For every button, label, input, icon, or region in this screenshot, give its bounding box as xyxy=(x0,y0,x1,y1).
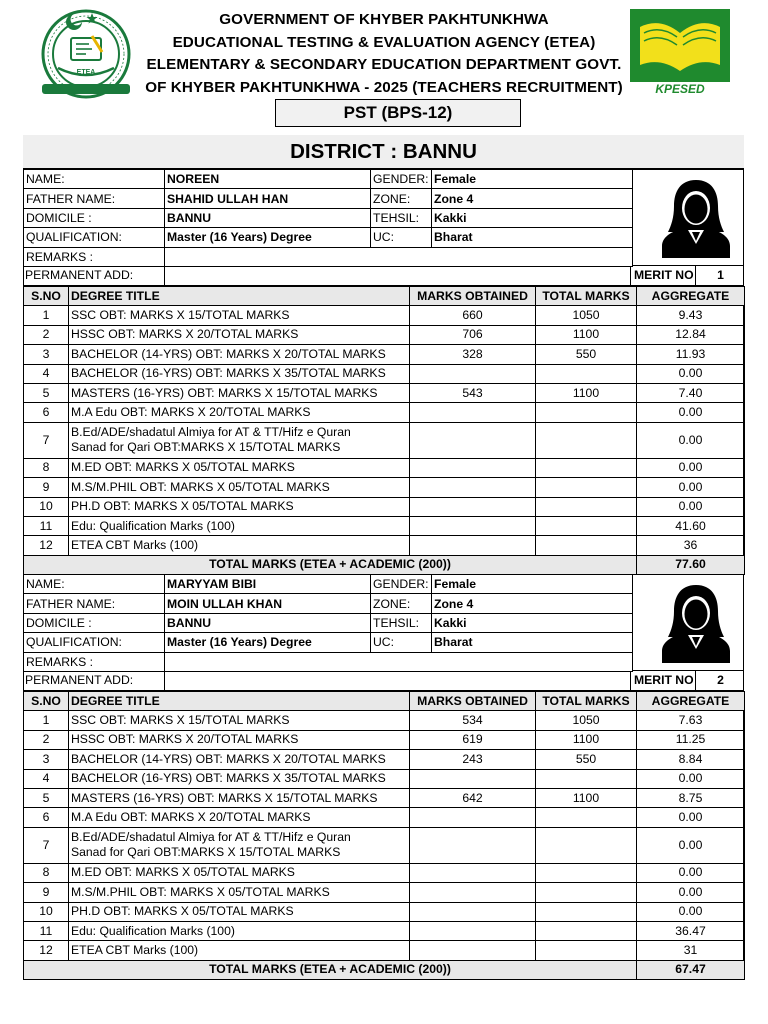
aggregate-header: AGGREGATE xyxy=(637,287,745,306)
table-row xyxy=(24,306,745,325)
table-row xyxy=(24,345,745,364)
tehsil-label: TEHSIL: xyxy=(371,208,432,227)
total-marks-cell: 1050 xyxy=(536,711,637,730)
sno-cell: 12 xyxy=(24,941,69,960)
qualification-value: Master (16 Years) Degree xyxy=(165,228,371,247)
degree-title-cell: ETEA CBT Marks (100) xyxy=(69,536,410,555)
degree-title-cell: M.A Edu OBT: MARKS X 20/TOTAL MARKS xyxy=(69,808,410,827)
sno-cell: 1 xyxy=(24,306,69,325)
uc-label: UC: xyxy=(371,228,432,247)
table-row xyxy=(24,863,745,882)
total-marks-cell xyxy=(536,458,637,477)
total-marks-cell: 550 xyxy=(536,750,637,769)
open-book-icon xyxy=(630,9,730,97)
total-marks-cell xyxy=(536,478,637,497)
marks-obtained-cell xyxy=(410,883,536,902)
marks-obtained-cell: 328 xyxy=(410,345,536,364)
marks-obtained-cell xyxy=(410,497,536,516)
female-avatar-icon xyxy=(660,178,732,258)
table-row xyxy=(24,536,745,555)
merit-value: 1 xyxy=(717,268,724,282)
degree-title-cell: MASTERS (16-YRS) OBT: MARKS X 15/TOTAL MARKS xyxy=(69,383,410,402)
uc-value: Bharat xyxy=(432,228,633,247)
table-row xyxy=(24,478,745,497)
degree-title-cell: HSSC OBT: MARKS X 20/TOTAL MARKS xyxy=(69,325,410,344)
total-marks-cell xyxy=(536,808,637,827)
marks-obtained-cell xyxy=(410,478,536,497)
marks-obtained-cell xyxy=(410,827,536,863)
sno-cell: 3 xyxy=(24,750,69,769)
marks-obtained-cell: 534 xyxy=(410,711,536,730)
aggregate-cell: 0.00 xyxy=(637,478,745,497)
aggregate-cell: 31 xyxy=(637,941,745,960)
header-line-3: ELEMENTARY & SECONDARY EDUCATION DEPARTMENT GOVT. xyxy=(146,56,622,73)
degree-title-cell: HSSC OBT: MARKS X 20/TOTAL MARKS xyxy=(69,730,410,749)
degree-title-cell: M.ED OBT: MARKS X 05/TOTAL MARKS xyxy=(69,458,410,477)
merit-box xyxy=(630,671,744,691)
remarks-label: REMARKS : xyxy=(24,652,165,671)
marks-obtained-cell xyxy=(410,902,536,921)
zone-label: ZONE: xyxy=(371,189,432,208)
gender-value: Female xyxy=(432,575,633,594)
photo-placeholder xyxy=(632,574,744,671)
father-label: FATHER NAME: xyxy=(24,594,165,613)
zone-value: Zone 4 xyxy=(432,594,633,613)
merit-box xyxy=(630,266,744,286)
marks-obtained-cell: 543 xyxy=(410,383,536,402)
marks-obtained-cell xyxy=(410,921,536,940)
qualification-value: Master (16 Years) Degree xyxy=(165,633,371,652)
svg-text:KPESED: KPESED xyxy=(655,82,705,96)
qualification-label: QUALIFICATION: xyxy=(24,228,165,247)
zone-label: ZONE: xyxy=(371,594,432,613)
total-marks-cell xyxy=(536,364,637,383)
degree-title-cell: M.S/M.PHIL OBT: MARKS X 05/TOTAL MARKS xyxy=(69,883,410,902)
degree-title-line-2: Sanad for Qari OBT:MARKS X 15/TOTAL MARKS xyxy=(71,845,341,860)
marks-table xyxy=(23,691,745,980)
name-label: NAME: xyxy=(24,575,165,594)
father-label: FATHER NAME: xyxy=(24,189,165,208)
kpesed-logo xyxy=(630,9,730,97)
table-row xyxy=(24,422,745,458)
degree-title-cell: M.S/M.PHIL OBT: MARKS X 05/TOTAL MARKS xyxy=(69,478,410,497)
sno-cell: 12 xyxy=(24,536,69,555)
total-marks-cell: 1100 xyxy=(536,730,637,749)
marks-header-row xyxy=(24,287,745,306)
degree-title-cell: PH.D OBT: MARKS X 05/TOTAL MARKS xyxy=(69,902,410,921)
marks-obtained-cell: 642 xyxy=(410,788,536,807)
total-marks-cell xyxy=(536,827,637,863)
marks-obtained-cell xyxy=(410,458,536,477)
table-row xyxy=(24,364,745,383)
marks-obtained-cell xyxy=(410,516,536,535)
grand-total-row xyxy=(24,960,745,980)
aggregate-cell: 8.75 xyxy=(637,788,745,807)
female-avatar-icon xyxy=(660,583,732,663)
total-marks-cell: 1100 xyxy=(536,383,637,402)
merit-value: 2 xyxy=(717,673,724,687)
degree-title-cell: SSC OBT: MARKS X 15/TOTAL MARKS xyxy=(69,306,410,325)
aggregate-cell: 0.00 xyxy=(637,458,745,477)
sno-cell: 10 xyxy=(24,902,69,921)
remarks-value xyxy=(165,247,633,266)
remarks-value xyxy=(165,652,633,671)
aggregate-cell: 36.47 xyxy=(637,921,745,940)
total-marks-cell xyxy=(536,902,637,921)
aggregate-cell: 0.00 xyxy=(637,902,745,921)
marks-obtained-cell xyxy=(410,403,536,422)
total-marks-header: TOTAL MARKS xyxy=(536,287,637,306)
marks-obtained-cell xyxy=(410,941,536,960)
gender-label: GENDER: xyxy=(371,575,432,594)
aggregate-cell: 0.00 xyxy=(637,883,745,902)
grand-total-value: 67.47 xyxy=(637,960,745,980)
table-row xyxy=(24,325,745,344)
total-marks-cell xyxy=(536,941,637,960)
tehsil-value: Kakki xyxy=(432,613,633,632)
header-line-4: OF KHYBER PAKHTUNKHWA - 2025 (TEACHERS RECRUITMENT) xyxy=(145,78,623,96)
tehsil-value: Kakki xyxy=(432,208,633,227)
sno-cell: 4 xyxy=(24,364,69,383)
degree-title-header: DEGREE TITLE xyxy=(69,692,410,711)
table-row xyxy=(24,403,745,422)
marks-header-row xyxy=(24,692,745,711)
marks-obtained-cell: 660 xyxy=(410,306,536,325)
remarks-label: REMARKS : xyxy=(24,247,165,266)
marks-obtained-cell xyxy=(410,808,536,827)
aggregate-cell: 36 xyxy=(637,536,745,555)
sno-cell: 3 xyxy=(24,345,69,364)
father-value: MOIN ULLAH KHAN xyxy=(165,594,371,613)
degree-title-cell: BACHELOR (16-YRS) OBT: MARKS X 35/TOTAL MARKS xyxy=(69,769,410,788)
sno-cell: 8 xyxy=(24,863,69,882)
header-title-block xyxy=(140,9,628,99)
aggregate-cell: 9.43 xyxy=(637,306,745,325)
aggregate-cell: 0.00 xyxy=(637,403,745,422)
grand-total-value: 77.60 xyxy=(637,555,745,575)
degree-title-header: DEGREE TITLE xyxy=(69,287,410,306)
table-row xyxy=(24,711,745,730)
degree-title-cell: PH.D OBT: MARKS X 05/TOTAL MARKS xyxy=(69,497,410,516)
sno-cell: 11 xyxy=(24,516,69,535)
domicile-value: BANNU xyxy=(165,613,371,632)
table-row xyxy=(24,788,745,807)
header-line-1: GOVERNMENT OF KHYBER PAKHTUNKHWA xyxy=(219,11,549,28)
father-value: SHAHID ULLAH HAN xyxy=(165,189,371,208)
table-row xyxy=(24,750,745,769)
marks-obtained-cell xyxy=(410,863,536,882)
aggregate-cell: 41.60 xyxy=(637,516,745,535)
sno-cell: 7 xyxy=(24,422,69,458)
total-marks-cell xyxy=(536,497,637,516)
marks-obtained-cell: 706 xyxy=(410,325,536,344)
table-row xyxy=(24,730,745,749)
name-value: MARYYAM BIBI xyxy=(165,575,371,594)
header-line-2: EDUCATIONAL TESTING & EVALUATION AGENCY (ETEA) xyxy=(172,33,596,51)
total-marks-cell xyxy=(536,536,637,555)
sno-cell: 11 xyxy=(24,921,69,940)
table-row xyxy=(24,808,745,827)
total-marks-cell xyxy=(536,403,637,422)
sno-cell: 4 xyxy=(24,769,69,788)
degree-title-cell: BACHELOR (14-YRS) OBT: MARKS X 20/TOTAL MARKS xyxy=(69,750,410,769)
aggregate-cell: 8.84 xyxy=(637,750,745,769)
aggregate-cell: 0.00 xyxy=(637,808,745,827)
domicile-label: DOMICILE : xyxy=(24,208,165,227)
degree-title-cell: MASTERS (16-YRS) OBT: MARKS X 15/TOTAL MARKS xyxy=(69,788,410,807)
total-marks-cell: 1100 xyxy=(536,325,637,344)
table-row xyxy=(24,383,745,402)
marks-obtained-cell xyxy=(410,769,536,788)
gender-value: Female xyxy=(432,170,633,189)
total-marks-cell xyxy=(536,422,637,458)
aggregate-cell: 11.93 xyxy=(637,345,745,364)
svg-text:ETEA: ETEA xyxy=(76,69,96,76)
degree-title-cell: SSC OBT: MARKS X 15/TOTAL MARKS xyxy=(69,711,410,730)
sno-cell: 2 xyxy=(24,325,69,344)
grand-total-row xyxy=(24,555,745,575)
total-marks-cell: 1100 xyxy=(536,788,637,807)
degree-title-cell: M.ED OBT: MARKS X 05/TOTAL MARKS xyxy=(69,863,410,882)
aggregate-cell: 11.25 xyxy=(637,730,745,749)
table-row xyxy=(24,827,745,863)
degree-title-line-1: B.Ed/ADE/shadatul Almiya for AT & TT/Hifz e Quran xyxy=(71,425,351,440)
permanent-address-label: PERMANENT ADD: xyxy=(25,673,134,687)
total-marks-cell: 550 xyxy=(536,345,637,364)
degree-title-line-1: B.Ed/ADE/shadatul Almiya for AT & TT/Hifz e Quran xyxy=(71,830,351,845)
aggregate-cell: 7.63 xyxy=(637,711,745,730)
gender-label: GENDER: xyxy=(371,170,432,189)
name-label: NAME: xyxy=(24,170,165,189)
marks-obtained-cell: 619 xyxy=(410,730,536,749)
degree-title-cell: Edu: Qualification Marks (100) xyxy=(69,516,410,535)
grand-total-label: TOTAL MARKS (ETEA + ACADEMIC (200)) xyxy=(24,960,637,980)
degree-title-line-2: Sanad for Qari OBT:MARKS X 15/TOTAL MARKS xyxy=(71,440,341,455)
total-marks-header: TOTAL MARKS xyxy=(536,692,637,711)
total-marks-cell xyxy=(536,863,637,882)
marks-obtained-header: MARKS OBTAINED xyxy=(410,692,536,711)
table-row xyxy=(24,516,745,535)
post-title: PST (BPS-12) xyxy=(275,99,521,127)
total-marks-cell xyxy=(536,921,637,940)
degree-title-cell xyxy=(69,422,410,458)
degree-title-cell: M.A Edu OBT: MARKS X 20/TOTAL MARKS xyxy=(69,403,410,422)
sno-cell: 8 xyxy=(24,458,69,477)
total-marks-cell xyxy=(536,883,637,902)
domicile-label: DOMICILE : xyxy=(24,613,165,632)
table-row xyxy=(24,941,745,960)
table-row xyxy=(24,902,745,921)
grand-total-label: TOTAL MARKS (ETEA + ACADEMIC (200)) xyxy=(24,555,637,575)
sno-cell: 1 xyxy=(24,711,69,730)
marks-obtained-cell: 243 xyxy=(410,750,536,769)
table-row xyxy=(24,769,745,788)
degree-title-cell: Edu: Qualification Marks (100) xyxy=(69,921,410,940)
marks-obtained-cell xyxy=(410,422,536,458)
etea-seal-icon xyxy=(34,8,138,100)
aggregate-cell: 0.00 xyxy=(637,422,745,458)
marks-obtained-header: MARKS OBTAINED xyxy=(410,287,536,306)
permanent-address-row xyxy=(23,671,744,691)
total-marks-cell xyxy=(536,516,637,535)
permanent-address-row xyxy=(23,266,744,286)
merit-label: MERIT NO xyxy=(634,673,694,687)
etea-logo xyxy=(34,8,138,100)
sno-cell: 6 xyxy=(24,403,69,422)
tehsil-label: TEHSIL: xyxy=(371,613,432,632)
aggregate-cell: 0.00 xyxy=(637,863,745,882)
merit-label: MERIT NO xyxy=(634,268,694,282)
degree-title-cell: BACHELOR (16-YRS) OBT: MARKS X 35/TOTAL MARKS xyxy=(69,364,410,383)
sno-cell: 9 xyxy=(24,478,69,497)
aggregate-cell: 0.00 xyxy=(637,827,745,863)
sno-cell: 7 xyxy=(24,827,69,863)
qualification-label: QUALIFICATION: xyxy=(24,633,165,652)
aggregate-cell: 0.00 xyxy=(637,769,745,788)
candidate-info-table xyxy=(23,574,633,672)
uc-label: UC: xyxy=(371,633,432,652)
degree-title-cell: BACHELOR (14-YRS) OBT: MARKS X 20/TOTAL MARKS xyxy=(69,345,410,364)
marks-obtained-cell xyxy=(410,364,536,383)
sno-cell: 10 xyxy=(24,497,69,516)
marks-obtained-cell xyxy=(410,536,536,555)
table-row xyxy=(24,458,745,477)
table-row xyxy=(24,883,745,902)
aggregate-cell: 12.84 xyxy=(637,325,745,344)
aggregate-cell: 7.40 xyxy=(637,383,745,402)
candidate-info-table xyxy=(23,169,633,267)
sno-cell: 9 xyxy=(24,883,69,902)
sno-cell: 5 xyxy=(24,383,69,402)
sno-header: S.NO xyxy=(24,287,69,306)
aggregate-cell: 0.00 xyxy=(637,364,745,383)
degree-title-cell: ETEA CBT Marks (100) xyxy=(69,941,410,960)
uc-value: Bharat xyxy=(432,633,633,652)
cell-divider xyxy=(164,266,165,285)
sno-header: S.NO xyxy=(24,692,69,711)
zone-value: Zone 4 xyxy=(432,189,633,208)
table-row xyxy=(24,921,745,940)
total-marks-cell: 1050 xyxy=(536,306,637,325)
permanent-address-label: PERMANENT ADD: xyxy=(25,268,134,282)
photo-placeholder xyxy=(632,169,744,266)
table-row xyxy=(24,497,745,516)
name-value: NOREEN xyxy=(165,170,371,189)
aggregate-header: AGGREGATE xyxy=(637,692,745,711)
sno-cell: 2 xyxy=(24,730,69,749)
district-title: DISTRICT : BANNU xyxy=(23,135,744,169)
cell-divider xyxy=(164,671,165,690)
degree-title-cell xyxy=(69,827,410,863)
sno-cell: 6 xyxy=(24,808,69,827)
sno-cell: 5 xyxy=(24,788,69,807)
marks-table xyxy=(23,286,745,575)
domicile-value: BANNU xyxy=(165,208,371,227)
total-marks-cell xyxy=(536,769,637,788)
aggregate-cell: 0.00 xyxy=(637,497,745,516)
